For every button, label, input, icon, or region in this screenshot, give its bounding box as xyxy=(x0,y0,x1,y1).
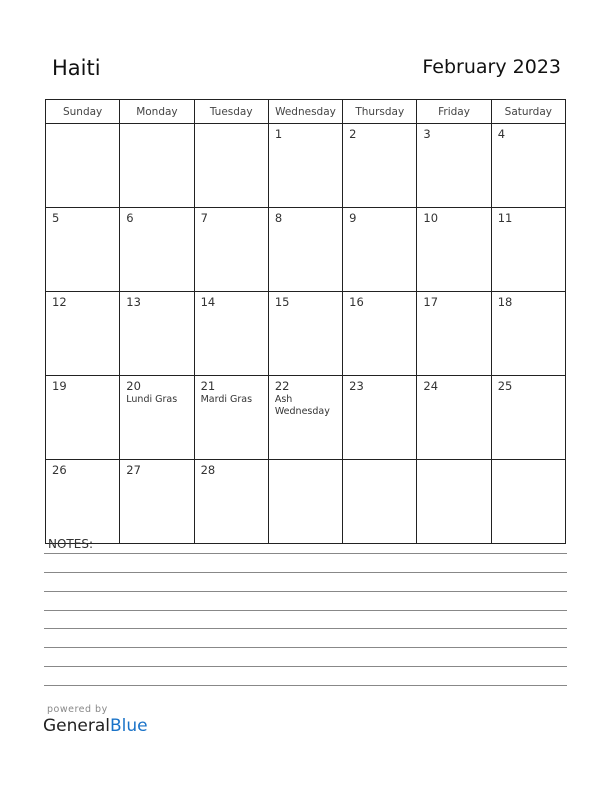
notes-line xyxy=(44,610,567,611)
day-cell xyxy=(343,124,417,208)
day-cell xyxy=(491,460,565,544)
day-number: 21 xyxy=(200,379,216,393)
day-cell xyxy=(268,460,342,544)
notes-line xyxy=(44,685,567,686)
day-cell xyxy=(194,292,268,376)
day-cell xyxy=(46,124,120,208)
day-cell xyxy=(120,460,194,544)
weekday-header: Friday xyxy=(417,100,491,124)
day-number: 13 xyxy=(126,295,141,309)
day-number: 4 xyxy=(497,127,506,141)
weekday-header: Saturday xyxy=(491,100,565,124)
day-number: 5 xyxy=(52,211,60,225)
country-title: Haiti xyxy=(52,56,101,80)
notes-line xyxy=(44,647,567,648)
day-number: 15 xyxy=(274,295,290,309)
notes-line xyxy=(44,666,567,667)
day-number: 22 xyxy=(274,379,290,393)
day-cell xyxy=(268,124,342,208)
day-cell xyxy=(120,376,194,460)
day-cell xyxy=(417,460,491,544)
day-cell xyxy=(417,124,491,208)
weekday-header: Wednesday xyxy=(268,100,342,124)
day-cell xyxy=(343,376,417,460)
day-number: 10 xyxy=(423,211,439,225)
notes-line xyxy=(44,572,567,573)
day-number: 3 xyxy=(423,127,431,141)
day-number: 16 xyxy=(349,295,364,309)
day-number: 19 xyxy=(52,379,67,393)
day-number: 14 xyxy=(200,295,216,309)
day-cell xyxy=(491,208,565,292)
week-row xyxy=(46,208,566,292)
day-number: 23 xyxy=(349,379,364,393)
day-cell xyxy=(491,292,565,376)
day-cell xyxy=(194,460,268,544)
day-number: 26 xyxy=(52,463,67,477)
day-number: 28 xyxy=(200,463,216,477)
day-cell xyxy=(417,208,491,292)
week-row xyxy=(46,460,566,544)
day-number: 17 xyxy=(423,295,439,309)
day-cell xyxy=(343,460,417,544)
logo-general: General xyxy=(43,716,110,736)
day-number: 18 xyxy=(497,295,513,309)
day-number: 7 xyxy=(200,211,208,225)
holiday-label: Ash Wednesday xyxy=(274,394,330,417)
day-cell xyxy=(268,292,342,376)
day-cell xyxy=(46,292,120,376)
notes-label: NOTES: xyxy=(48,537,93,551)
powered-by-text: powered by xyxy=(47,704,108,715)
day-number: 12 xyxy=(52,295,67,309)
day-number: 2 xyxy=(349,127,357,141)
day-cell xyxy=(491,376,565,460)
calendar-grid xyxy=(45,99,566,544)
holiday-label: Mardi Gras xyxy=(200,394,253,405)
day-cell xyxy=(268,376,342,460)
day-cell xyxy=(46,376,120,460)
day-cell xyxy=(343,292,417,376)
day-cell xyxy=(120,124,194,208)
day-cell xyxy=(417,292,491,376)
weekday-header-row xyxy=(46,100,566,124)
day-cell xyxy=(417,376,491,460)
weekday-header: Monday xyxy=(120,100,194,124)
day-cell xyxy=(491,124,565,208)
day-number: 24 xyxy=(423,379,439,393)
day-cell xyxy=(268,208,342,292)
day-number: 1 xyxy=(274,127,283,141)
week-row xyxy=(46,376,566,460)
day-number: 25 xyxy=(497,379,513,393)
notes-line xyxy=(44,628,567,629)
day-number: 11 xyxy=(497,211,513,225)
month-title: February 2023 xyxy=(422,56,561,78)
week-row xyxy=(46,124,566,208)
day-number: 6 xyxy=(126,211,134,225)
holiday-label: Lundi Gras xyxy=(126,394,178,405)
weekday-header: Sunday xyxy=(46,100,120,124)
generalblue-logo xyxy=(43,716,148,736)
notes-line xyxy=(44,591,567,592)
day-number: 8 xyxy=(274,211,283,225)
day-cell xyxy=(46,208,120,292)
day-cell xyxy=(120,208,194,292)
day-cell xyxy=(194,376,268,460)
weekday-header: Tuesday xyxy=(194,100,268,124)
logo-blue: Blue xyxy=(110,716,148,736)
day-cell xyxy=(194,124,268,208)
day-cell xyxy=(46,460,120,544)
notes-line xyxy=(44,553,567,554)
day-number: 20 xyxy=(126,379,141,393)
day-number: 9 xyxy=(349,211,357,225)
week-row xyxy=(46,292,566,376)
day-cell xyxy=(343,208,417,292)
weekday-header: Thursday xyxy=(343,100,417,124)
day-cell xyxy=(120,292,194,376)
day-cell xyxy=(194,208,268,292)
day-number: 27 xyxy=(126,463,141,477)
